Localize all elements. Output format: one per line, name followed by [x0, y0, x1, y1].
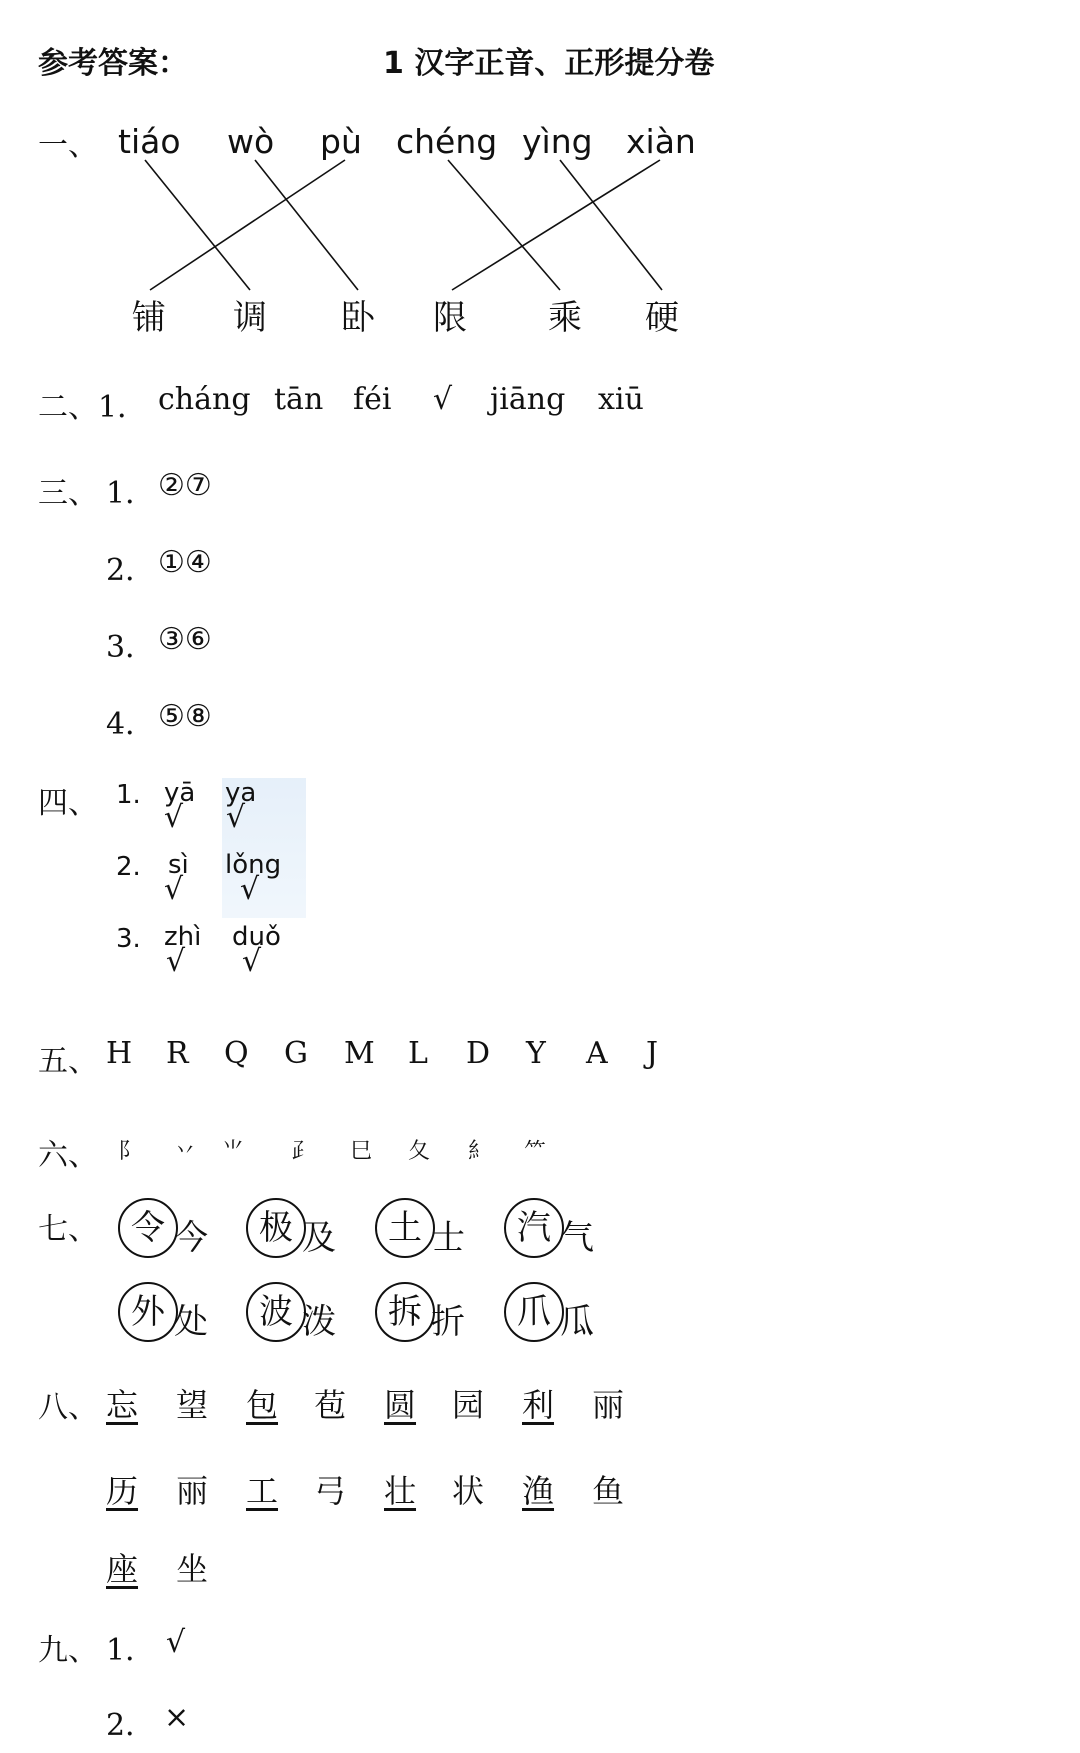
q5-letter: H — [106, 1036, 133, 1071]
q9-answer: × — [164, 1700, 190, 1735]
match-line — [448, 160, 560, 290]
q2-item: xiū — [598, 382, 644, 417]
pair-char: 处 — [174, 1302, 208, 1342]
hanzi-item: 调 — [233, 298, 267, 338]
q4-num: 3. — [116, 924, 141, 954]
char: 状 — [452, 1472, 485, 1510]
answer-key-label: 参考答案： — [38, 46, 188, 81]
q4-num: 2. — [116, 852, 141, 882]
underlined-char: 壮 — [384, 1472, 417, 1510]
underlined-char: 利 — [522, 1386, 555, 1424]
q3-num: 3． — [106, 630, 156, 665]
q9-label: 九、 — [38, 1633, 98, 1668]
q7-label: 七、 — [38, 1212, 98, 1247]
check-mark: √ — [164, 800, 184, 835]
q3-num: 4． — [106, 707, 156, 742]
char: 丽 — [176, 1472, 209, 1510]
q3-num: 2． — [106, 553, 156, 588]
radical: 夂 — [408, 1139, 431, 1164]
q5-letter: M — [344, 1036, 375, 1071]
underlined-char: 圆 — [384, 1386, 417, 1424]
q4-pinyin: zhì — [164, 922, 202, 952]
pair-char: 泼 — [302, 1302, 336, 1342]
underlined-char: 包 — [246, 1386, 279, 1424]
q1-label: 一、 — [38, 128, 98, 163]
q5-letter: J — [646, 1036, 659, 1071]
q2-item: √ — [433, 382, 453, 417]
q3-label: 三、 — [38, 476, 98, 511]
radical: ⺪ — [292, 1139, 315, 1164]
q9-num: 1． — [106, 1633, 156, 1668]
underlined-char: 渔 — [522, 1472, 555, 1510]
hanzi-item: 硬 — [645, 298, 679, 338]
circled-char: 波 — [246, 1282, 306, 1342]
radical: ⻖ — [118, 1139, 141, 1164]
q2-item: féi — [353, 382, 392, 417]
q2-item: jiāng — [490, 382, 566, 417]
q5-letter: G — [284, 1036, 308, 1071]
pair-char: 今 — [174, 1218, 208, 1258]
char: 园 — [452, 1386, 485, 1424]
circled-char: 极 — [246, 1198, 306, 1258]
q5-letter: Y — [526, 1036, 546, 1071]
q2-label: 二、1． — [38, 390, 148, 425]
page-title: 1 汉字正音、正形提分卷 — [383, 46, 715, 81]
pair-char: 士 — [431, 1218, 465, 1258]
pair-char: 瓜 — [560, 1302, 594, 1342]
radical: ⺒ — [350, 1139, 373, 1164]
underlined-char: 历 — [106, 1472, 139, 1510]
q4-label: 四、 — [38, 786, 98, 821]
q4-pinyin: yā — [164, 778, 196, 808]
char: 望 — [176, 1386, 209, 1424]
q4-pinyin: duǒ — [232, 922, 281, 952]
q3-answer: ③⑥ — [158, 622, 212, 657]
q4-pinyin: lǒng — [225, 850, 282, 880]
circled-char: 爪 — [504, 1282, 564, 1342]
circled-char: 外 — [118, 1282, 178, 1342]
q2-item: tān — [274, 382, 324, 417]
char: 丽 — [592, 1386, 625, 1424]
underlined-char: 座 — [106, 1550, 139, 1588]
q3-answer: ①④ — [158, 545, 212, 580]
char: 苞 — [314, 1386, 347, 1424]
pair-char: 及 — [302, 1218, 336, 1258]
radical: ⺌ — [222, 1139, 245, 1164]
pinyin-item: pù — [320, 122, 362, 161]
q5-letter: L — [408, 1036, 428, 1071]
char: 弓 — [314, 1472, 347, 1510]
match-line — [145, 160, 250, 290]
q5-label: 五、 — [38, 1044, 98, 1079]
pinyin-item: xiàn — [626, 122, 696, 161]
q8-label: 八、 — [38, 1390, 98, 1425]
check-mark: √ — [240, 872, 260, 907]
q9-answer: √ — [166, 1625, 186, 1660]
matching-lines — [0, 0, 1080, 340]
q3-answer: ⑤⑧ — [158, 699, 212, 734]
hanzi-item: 卧 — [341, 298, 375, 338]
q6-label: 六、 — [38, 1138, 98, 1173]
hanzi-item: 乘 — [548, 298, 582, 338]
check-mark: √ — [166, 944, 186, 979]
match-line — [560, 160, 662, 290]
pinyin-item: wò — [227, 122, 275, 161]
pinyin-item: yìng — [522, 122, 593, 161]
char: 鱼 — [592, 1472, 625, 1510]
check-mark: √ — [242, 944, 262, 979]
q5-letter: R — [166, 1036, 189, 1071]
hanzi-item: 铺 — [132, 298, 166, 338]
circled-char: 令 — [118, 1198, 178, 1258]
q3-num: 1． — [106, 476, 156, 511]
radical: 丷 — [174, 1139, 197, 1164]
radical: ⺯ — [468, 1139, 491, 1164]
circled-char: 土 — [375, 1198, 435, 1258]
radical: ⺮ — [524, 1139, 547, 1164]
char: 坐 — [176, 1550, 209, 1588]
match-line — [255, 160, 358, 290]
q4-num: 1. — [116, 780, 141, 810]
pair-char: 折 — [431, 1302, 465, 1342]
pair-char: 气 — [560, 1218, 594, 1258]
q5-letter: A — [586, 1036, 608, 1071]
hanzi-item: 限 — [433, 298, 467, 338]
q4-pinyin: sì — [168, 850, 189, 880]
circled-char: 汽 — [504, 1198, 564, 1258]
q9-num: 2． — [106, 1708, 156, 1743]
pinyin-item: tiáo — [118, 122, 181, 161]
check-mark: √ — [226, 800, 246, 835]
q5-letter: D — [466, 1036, 491, 1071]
underlined-char: 工 — [246, 1472, 279, 1510]
check-mark: √ — [164, 872, 184, 907]
match-line — [150, 160, 345, 290]
q2-item: cháng — [158, 382, 251, 417]
q4-pinyin: ya — [225, 778, 257, 808]
underlined-char: 忘 — [106, 1386, 139, 1424]
circled-char: 拆 — [375, 1282, 435, 1342]
pinyin-item: chéng — [396, 122, 498, 161]
q3-answer: ②⑦ — [158, 468, 212, 503]
match-line — [452, 160, 660, 290]
q5-letter: Q — [224, 1036, 249, 1071]
